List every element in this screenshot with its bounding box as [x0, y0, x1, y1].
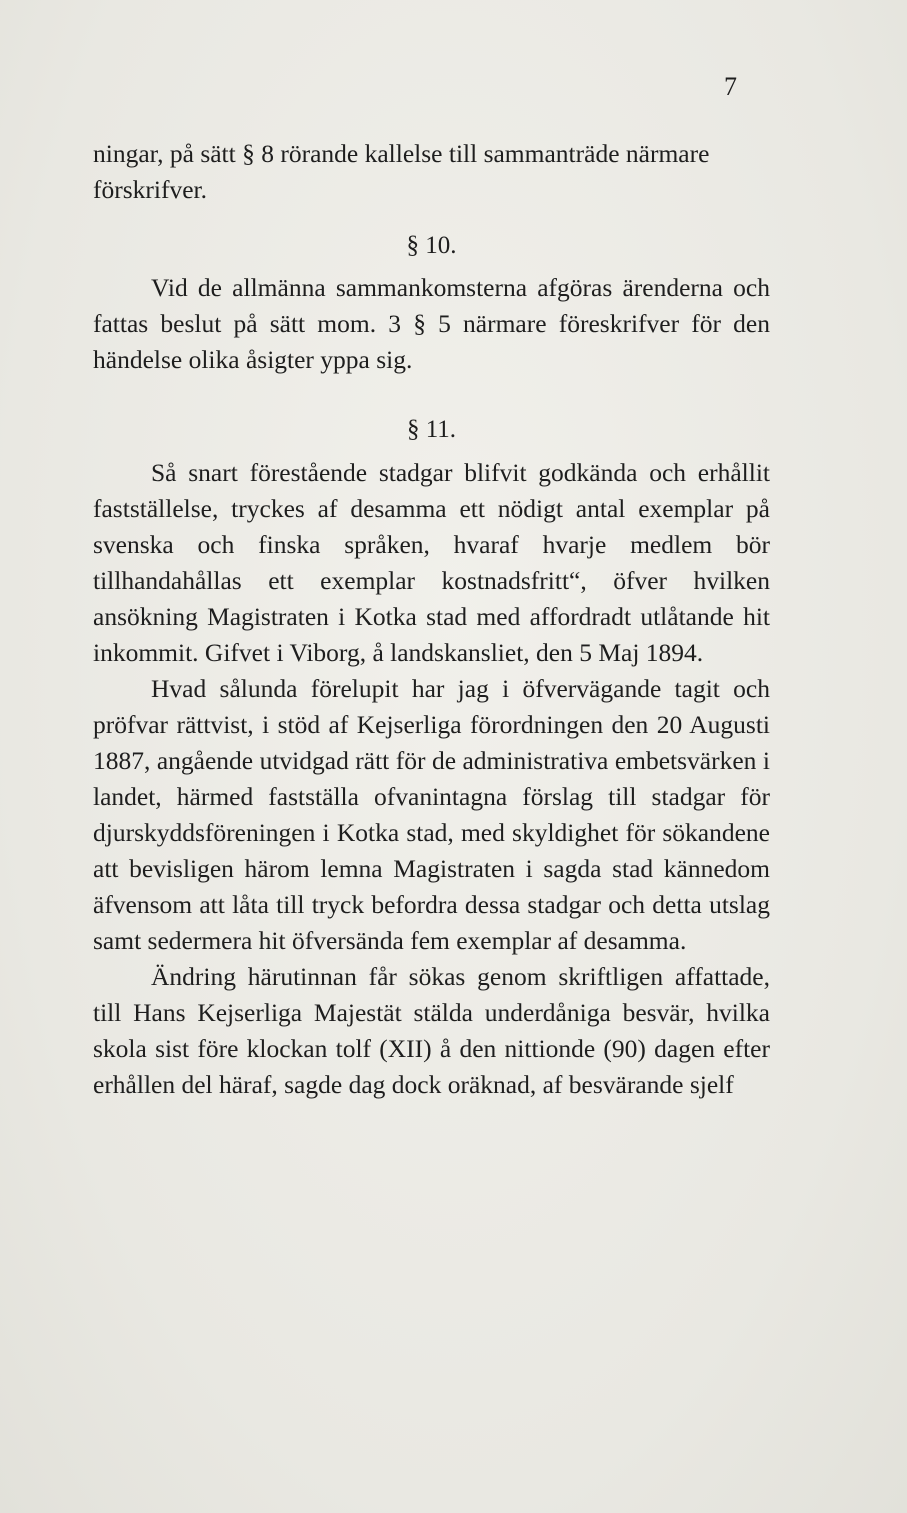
section-heading-10: § 10. — [406, 232, 457, 259]
section-heading-11: § 11. — [406, 416, 457, 443]
section-10-body — [93, 270, 770, 378]
page-number: 7 — [724, 72, 737, 101]
section-11-paragraph-2: Hvad sålunda förelupit har jag i öfvervägande tagit och pröfvar rättvist, i stöd af Kejserliga förordningen den 20 Augusti 1887, angående utvidgad rätt för de administrativa embetsvärken i landet, härmed fastställa ofvanintagna förslag till stadgar för djurskyddsföreningen i Kotka stad, med skyldighet för sökandene att bevisligen härom lemna Magistraten i sagda stad kännedom äfvensom att låta till tryck befordra dessa stadgar och detta utslag samt sedermera hit öfversända fem exemplar af desamma. — [93, 674, 770, 955]
section-11-body — [93, 455, 770, 1103]
paragraph-continuation: ningar, på sätt § 8 rörande kallelse till sammanträde närmare förskrifver. — [93, 139, 710, 204]
section-11-paragraph-1: Så snart förestående stadgar blifvit godkända och erhållit fastställelse, tryckes af desamma ett nödigt antal exemplar på svenska och finska språken, hvaraf hvarje medlem bör tillhandahållas ett exemplar kostnadsfritt“, öfver hvilken ansökning Magistraten i Kotka stad med affordradt utlåtande hit inkommit. Gifvet i Viborg, å landskansliet, den 5 Maj 1894. — [93, 458, 770, 667]
section-10-paragraph: Vid de allmänna sammankomsterna afgöras ärenderna och fattas beslut på sätt mom. 3 § 5 närmare föreskrifver för den händelse olika åsigter yppa sig. — [93, 273, 770, 374]
opening-paragraph-block — [93, 136, 770, 208]
section-11-paragraph-3: Ändring härutinnan får sökas genom skriftligen affattade, till Hans Kejserliga Majestät stälda underdåniga besvär, hvilka skola sist före klockan tolf (XII) å den nittionde (90) dagen efter erhållen del häraf, sagde dag dock oräknad, af besvärande sjelf — [93, 962, 770, 1099]
